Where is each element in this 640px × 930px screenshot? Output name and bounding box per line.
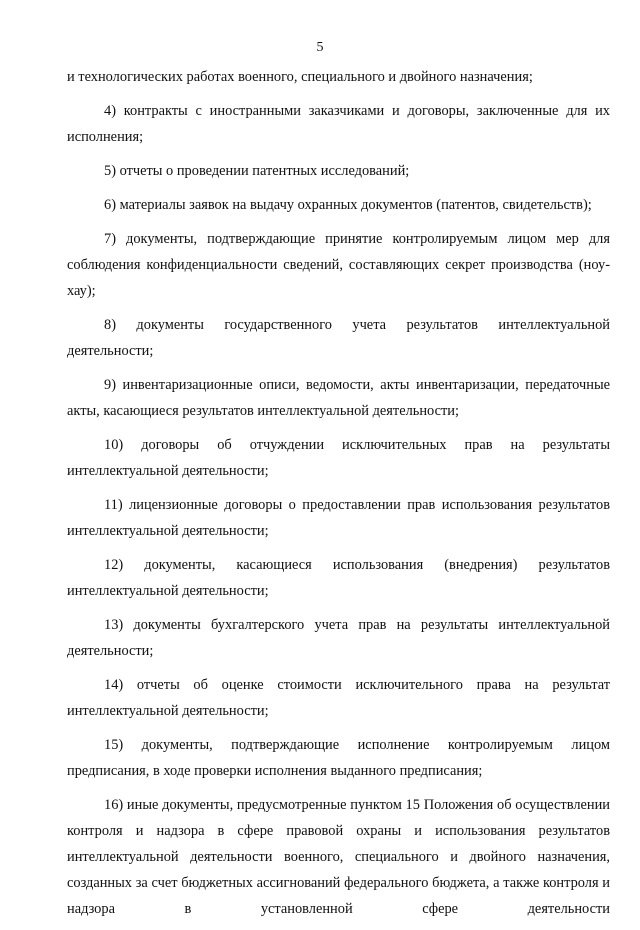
list-item-7: 7) документы, подтверждающие принятие контролируемым лицом мер для соблюдения конфиденциальности сведений, составляющих секрет производства (ноу-хау); [67, 231, 610, 299]
paragraph-continuation: и технологических работах военного, специального и двойного назначения; [67, 69, 533, 85]
list-item-5: 5) отчеты о проведении патентных исследований; [104, 163, 410, 179]
list-item-10: 10) договоры об отчуждении исключительных прав на результаты интеллектуальной деятельности; [67, 437, 610, 479]
list-item-8: 8) документы государственного учета результатов интеллектуальной деятельности; [67, 317, 610, 359]
list-item-9: 9) инвентаризационные описи, ведомости, акты инвентаризации, передаточные акты, касающиеся результатов интеллектуальной деятельности; [67, 377, 610, 419]
document-body [67, 64, 610, 930]
list-item-4: 4) контракты с иностранными заказчиками и договоры, заключенные для их исполнения; [67, 103, 610, 145]
list-item-15: 15) документы, подтверждающие исполнение контролируемым лицом предписания, в ходе проверки исполнения выданного предписания; [67, 737, 610, 779]
list-item-12: 12) документы, касающиеся использования (внедрения) результатов интеллектуальной деятельности; [67, 557, 610, 599]
page-number: 5 [316, 40, 324, 55]
list-item-11: 11) лицензионные договоры о предоставлении прав использования результатов интеллектуальной деятельности; [67, 497, 610, 539]
list-item-6: 6) материалы заявок на выдачу охранных документов (патентов, свидетельств); [104, 197, 592, 213]
list-item-14: 14) отчеты об оценке стоимости исключительного права на результат интеллектуальной деятельности; [67, 677, 610, 719]
list-item-13: 13) документы бухгалтерского учета прав на результаты интеллектуальной деятельности; [67, 617, 610, 659]
list-item-16: 16) иные документы, предусмотренные пунктом 15 Положения об осуществлении контроля и надзора в сфере правовой охраны и использования результатов интеллектуальной деятельности военного, специального и двойного назначения, созданных за счет бюджетных ассигнований федерального бюджета, а также контроля и надзора в установленной сфере деятельности [67, 797, 610, 917]
